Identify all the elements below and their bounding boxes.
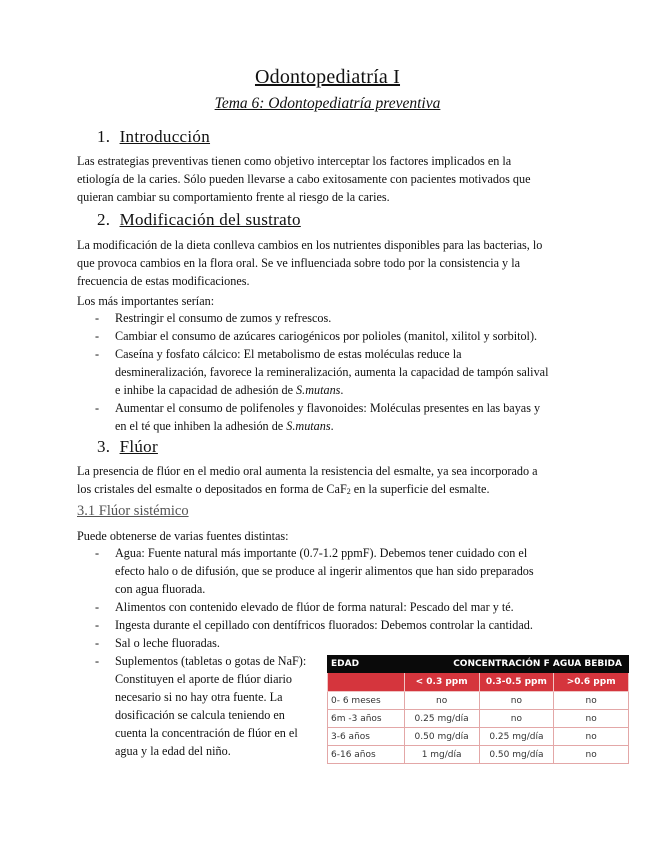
paragraph-line: que provoca cambios en la flora oral. Se ve influenciada sobre todo por la consistencia y la [77, 256, 520, 270]
paragraph-line: etiología de la caries. Sólo pueden llevarse a cabo exitosamente con pacientes motivados que [77, 172, 531, 186]
list-item-text: con agua fluorada. [115, 582, 206, 596]
text-run: en el té que inhiben la adhesión de [115, 419, 287, 433]
list-item-text: cuenta la concentración de flúor en el [115, 726, 298, 740]
list-item-text: Sal o leche fluoradas. [115, 636, 220, 650]
column-header: >0.6 ppm [554, 673, 629, 692]
species-name: S.mutans [296, 383, 341, 397]
text-run: los cristales del esmalte o depositados en forma de CaF [77, 482, 347, 496]
bullet-dash: - [95, 311, 100, 325]
list-item [77, 399, 577, 435]
list-item-text: dosificación se calcula teniendo en [115, 708, 285, 722]
section-title: Introducción [119, 127, 211, 146]
list-item-text [115, 417, 577, 435]
paragraph-line: quieran cambiar su comportamiento frente al riesgo de la caries. [77, 190, 390, 204]
list-item [77, 598, 577, 616]
bullet-dash: - [95, 347, 100, 361]
text-run: . [340, 383, 344, 397]
list-item [77, 327, 577, 345]
list-item-text: Alimentos con contenido elevado de flúor de forma natural: Pescado del mar y té. [115, 600, 514, 614]
header-concentracion: CONCENTRACIÓN F AGUA BEBIDA [404, 656, 628, 673]
text-run: . [330, 419, 334, 433]
bullet-dash: - [95, 636, 100, 650]
section-heading-modificacion [97, 210, 301, 230]
list-item-text: Restringir el consumo de zumos y refrescos. [115, 311, 332, 325]
intro-text: Puede obtenerse de varias fuentes distintas: [77, 529, 289, 543]
paragraph-line: Las estrategias preventivas tienen como objetivo interceptar los factores implicados en la [77, 154, 512, 168]
list-item-text: Suplementos (tabletas o gotas de NaF): [115, 654, 307, 668]
table-cell: 0- 6 meses [328, 692, 405, 710]
column-header [328, 673, 405, 692]
paragraph-line: frecuencia de estas modificaciones. [77, 274, 250, 288]
list-intro-text: Los más importantes serían: [77, 294, 215, 308]
list-item-text: agua y la edad del niño. [115, 744, 231, 758]
subscript: 2 [346, 487, 351, 496]
list-item [77, 616, 577, 634]
bullet-dash: - [95, 600, 100, 614]
column-header: < 0.3 ppm [404, 673, 479, 692]
table-header-row [328, 656, 629, 673]
paragraph-line: La modificación de la dieta conlleva cambios en los nutrientes disponibles para las bacterias, lo [77, 238, 543, 252]
table-cell: no [479, 692, 554, 710]
sustrato-list [77, 309, 577, 435]
table-cell: 0.50 mg/día [404, 728, 479, 746]
table-cell: 1 mg/día [404, 746, 479, 764]
section-number: 2. [97, 210, 111, 229]
document-subtitle: Tema 6: Odontopediatría preventiva [214, 95, 441, 112]
paragraph-line [77, 480, 577, 501]
list-item [77, 544, 577, 598]
sustrato-paragraph [77, 236, 577, 290]
list-item-text: Cambiar el consumo de azúcares cariogénicos por polioles (manitol, xilitol y sorbitol). [115, 329, 538, 343]
list-item-text: Aumentar el consumo de polifenoles y flavonoides: Moléculas presentes en las bayas y [115, 401, 541, 415]
bullet-dash: - [95, 618, 100, 632]
list-intro [77, 292, 577, 310]
list-item-text: necesario si no hay otra fuente. La [115, 690, 283, 704]
section-number: 1. [97, 127, 111, 146]
fluoride-dosage-table [327, 655, 629, 764]
subsection-heading: 3.1 Flúor sistémico [77, 503, 189, 519]
table-cell: 0.25 mg/día [404, 710, 479, 728]
section-heading-introduccion [97, 127, 210, 147]
table-cell: 0.50 mg/día [479, 746, 554, 764]
table-cell: 3-6 años [328, 728, 405, 746]
table-cell: 0.25 mg/día [479, 728, 554, 746]
list-item-text [115, 381, 577, 399]
bullet-dash: - [95, 546, 100, 560]
table-cell: no [554, 728, 629, 746]
document-title: Odontopediatría I [254, 66, 401, 88]
bullet-dash: - [95, 329, 100, 343]
table-row [328, 710, 629, 728]
table-cell: no [554, 746, 629, 764]
table-cell: no [554, 710, 629, 728]
table-cell: no [404, 692, 479, 710]
list-item [77, 309, 577, 327]
section-heading-fluor [97, 437, 158, 457]
table-row [328, 728, 629, 746]
list-item-text: Caseína y fosfato cálcico: El metabolismo de estas moléculas reduce la [115, 347, 462, 361]
header-edad: EDAD [328, 656, 405, 673]
text-run: e inhibe la capacidad de adhesión de [115, 383, 297, 397]
bullet-dash: - [95, 654, 100, 668]
list-item-text: desmineralización, favorece la remineralización, aumenta la capacidad de tampón salival [115, 365, 549, 379]
paragraph-line: La presencia de flúor en el medio oral aumenta la resistencia del esmalte, ya sea incorporado a [77, 464, 538, 478]
list-item-text: Ingesta durante el cepillado con dentífricos fluorados: Debemos controlar la cantidad. [115, 618, 533, 632]
intro-paragraph [77, 152, 577, 206]
fluor-paragraph [77, 462, 577, 501]
section-title: Modificación del sustrato [119, 210, 301, 229]
species-name: S.mutans [286, 419, 331, 433]
list-item-text: Agua: Fuente natural más importante (0.7-1.2 ppmF). Debemos tener cuidado con el [115, 546, 528, 560]
table-cell: no [479, 710, 554, 728]
section-title: Flúor [119, 437, 158, 456]
column-header: 0.3-0.5 ppm [479, 673, 554, 692]
list-item [77, 634, 577, 652]
subsection-intro [77, 527, 577, 545]
table-subheader-row [328, 673, 629, 692]
bullet-dash: - [95, 401, 100, 415]
list-item [77, 345, 577, 399]
table-row [328, 692, 629, 710]
table-cell: 6m -3 años [328, 710, 405, 728]
table-cell: no [554, 692, 629, 710]
text-run: en la superficie del esmalte. [350, 482, 490, 496]
list-item-text: efecto halo o de difusión, que se produce al ingerir alimentos que han sido preparados [115, 564, 534, 578]
section-number: 3. [97, 437, 111, 456]
table-cell: 6-16 años [328, 746, 405, 764]
list-item-text: Constituyen el aporte de flúor diario [115, 672, 293, 686]
table-row [328, 746, 629, 764]
